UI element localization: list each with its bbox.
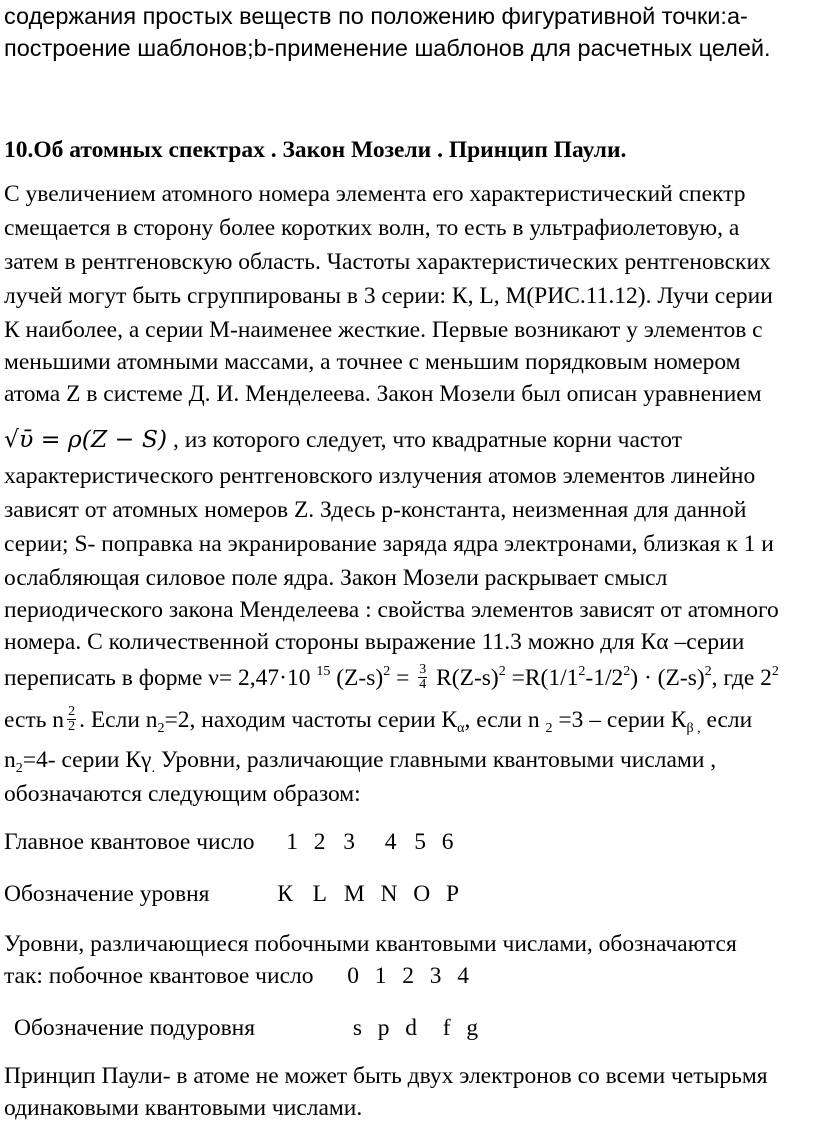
exponent: 2 bbox=[704, 664, 712, 679]
quantum-value: 6 bbox=[441, 829, 454, 855]
paragraph-line: номера. С количественной стороны выражение 11.3 можно для Кα –серии bbox=[4, 629, 745, 655]
eq-text: . Если n bbox=[79, 707, 158, 733]
eq-text: если bbox=[700, 707, 753, 733]
row-label: Обозначение уровня bbox=[4, 881, 210, 907]
level-letter: M bbox=[343, 881, 365, 907]
subscript: β , bbox=[686, 721, 701, 736]
row-label: так: побочное квантовое число bbox=[4, 963, 314, 989]
intro-line-2: построение шаблонов;b-применение шаблонов для расчетных целей. bbox=[4, 35, 771, 61]
row-label: Обозначение подуровня bbox=[14, 1015, 256, 1041]
eq-text: -1/2 bbox=[585, 665, 624, 691]
paragraph-line: серии; S- поправка на экранирование заряда ядра электронами, близкая к 1 и bbox=[4, 531, 774, 557]
paragraph-line: зависят от атомных номеров Z. Здесь р-константа, неизменная для данной bbox=[4, 497, 747, 523]
paragraph-line: лучей могут быть сгруппированы в 3 серии: К, L, М(РИС.11.12). Лучи серии bbox=[4, 283, 773, 309]
pauli-line-2: одинаковыми квантовыми числами. bbox=[4, 1095, 363, 1121]
level-letter: O bbox=[413, 881, 431, 907]
eq-text: = bbox=[390, 665, 416, 691]
moseley-formula-line bbox=[4, 425, 682, 454]
level-letter: L bbox=[312, 881, 327, 907]
designated-line: обозначаются следующим образом: bbox=[4, 781, 361, 807]
formula-tail: , из которого следует, что квадратные корни частот bbox=[167, 427, 682, 453]
paragraph-line: С увеличением атомного номера элемента его характеристический спектр bbox=[4, 181, 746, 207]
eq-text: , где 2 bbox=[711, 665, 772, 691]
formula-lhs: √ῡ = bbox=[4, 425, 68, 453]
sublevel-letter: p bbox=[377, 1015, 390, 1041]
eq-text: =R(1/1 bbox=[505, 665, 579, 691]
paragraph-line: ослабляющая силовое поле ядра. Закон Мозели раскрывает смысл bbox=[4, 565, 668, 591]
eq-text: Уровни, различающие главными квантовыми числами , bbox=[154, 747, 717, 773]
subscript: α bbox=[457, 721, 465, 736]
paragraph-line: смещается в сторону более коротких волн, то есть в ультрафиолетовую, а bbox=[4, 215, 740, 241]
quantum-value: 0 bbox=[347, 963, 359, 989]
paragraph-line: атома Z в системе Д. И. Менделеева. Закон Мозели был описан уравнением bbox=[4, 381, 762, 407]
series-frequencies-line bbox=[4, 706, 752, 736]
subscript: 2 bbox=[157, 721, 165, 736]
eq-text: ) · (Z-s) bbox=[630, 665, 705, 691]
paragraph-line: затем в рентгеновскую область. Частоты характеристических рентгеновских bbox=[4, 249, 771, 275]
levels-secondary-line: Уровни, различающиеся побочными квантовыми числами, обозначаются bbox=[4, 931, 737, 957]
main-quantum-number-row bbox=[4, 828, 454, 856]
sublevel-letter: s bbox=[352, 1015, 362, 1041]
eq-text: есть n bbox=[4, 707, 65, 733]
sublevel-letter: f bbox=[442, 1015, 451, 1041]
subscript: . bbox=[151, 761, 155, 776]
fraction-numerator: 3 bbox=[419, 662, 427, 678]
fraction-denominator: 2 bbox=[68, 719, 76, 735]
eq-text: (Z-s) bbox=[330, 665, 384, 691]
subscript: 2 bbox=[15, 761, 23, 776]
quantum-value: 4 bbox=[384, 829, 397, 855]
subscript: 2 bbox=[545, 721, 553, 736]
secondary-quantum-number-row bbox=[4, 962, 469, 990]
paragraph-line: К наиболее, а серии М-наименее жесткие. Первые возникают у элементов с bbox=[4, 317, 763, 343]
eq-text: =2, находим частоты серии К bbox=[164, 707, 458, 733]
eq-text: переписать в форме ν= 2,47·10 bbox=[4, 665, 317, 691]
quantum-value: 3 bbox=[429, 963, 442, 989]
eq-text: n bbox=[4, 747, 16, 773]
fraction bbox=[418, 663, 427, 692]
sublevel-designation-row bbox=[14, 1014, 478, 1042]
fraction bbox=[67, 705, 76, 734]
sublevel-letter: d bbox=[405, 1015, 417, 1041]
exponent: 2 bbox=[383, 664, 391, 679]
quantum-value: 5 bbox=[414, 829, 426, 855]
quantum-value: 2 bbox=[313, 829, 326, 855]
levels-line bbox=[4, 746, 716, 774]
sublevel-letter: g bbox=[466, 1015, 479, 1041]
pauli-line-1: Принцип Паули- в атоме не может быть двух электронов со всеми четырьмя bbox=[4, 1063, 768, 1089]
intro-line-1: содержания простых веществ по положению фигуративной точки:a- bbox=[4, 3, 748, 29]
quantum-value: 3 bbox=[343, 829, 355, 855]
row-label: Главное квантовое число bbox=[4, 829, 255, 855]
level-letter: К bbox=[277, 881, 293, 907]
paragraph-line: периодического закона Менделеева : свойства элементов зависят от атомного bbox=[4, 597, 779, 623]
eq-text: R(Z-s) bbox=[430, 665, 499, 691]
level-letter: N bbox=[380, 881, 398, 907]
eq-text: =3 – серии К bbox=[552, 707, 687, 733]
level-designation-row bbox=[4, 880, 459, 908]
exponent: 2 bbox=[623, 664, 631, 679]
exponent: 2 bbox=[498, 664, 506, 679]
quantum-value: 2 bbox=[402, 963, 414, 989]
quantum-value: 1 bbox=[286, 829, 298, 855]
paragraph-line: меньшими атомными массами, а точнее с меньшим порядковым номером bbox=[4, 349, 741, 375]
eq-text: =4- серии Кγ bbox=[22, 747, 152, 773]
fraction-numerator: 2 bbox=[68, 704, 76, 720]
exponent: 2 bbox=[771, 664, 779, 679]
quantum-value: 4 bbox=[457, 963, 469, 989]
fraction-denominator: 4 bbox=[419, 677, 427, 693]
section-heading: 10.Об атомных спектрах . Закон Мозели . Принцип Паули. bbox=[4, 137, 627, 163]
quantum-value: 1 bbox=[374, 963, 387, 989]
rewritten-equation-line bbox=[4, 664, 779, 694]
eq-text: , если n bbox=[464, 707, 546, 733]
paragraph-line: характеристического рентгеновского излучения атомов элементов линейно bbox=[4, 463, 756, 489]
formula-rhs: ρ(Z − S) bbox=[67, 425, 168, 453]
exponent: 2 bbox=[578, 664, 586, 679]
level-letter: P bbox=[446, 881, 460, 907]
exponent: 15 bbox=[316, 664, 331, 679]
